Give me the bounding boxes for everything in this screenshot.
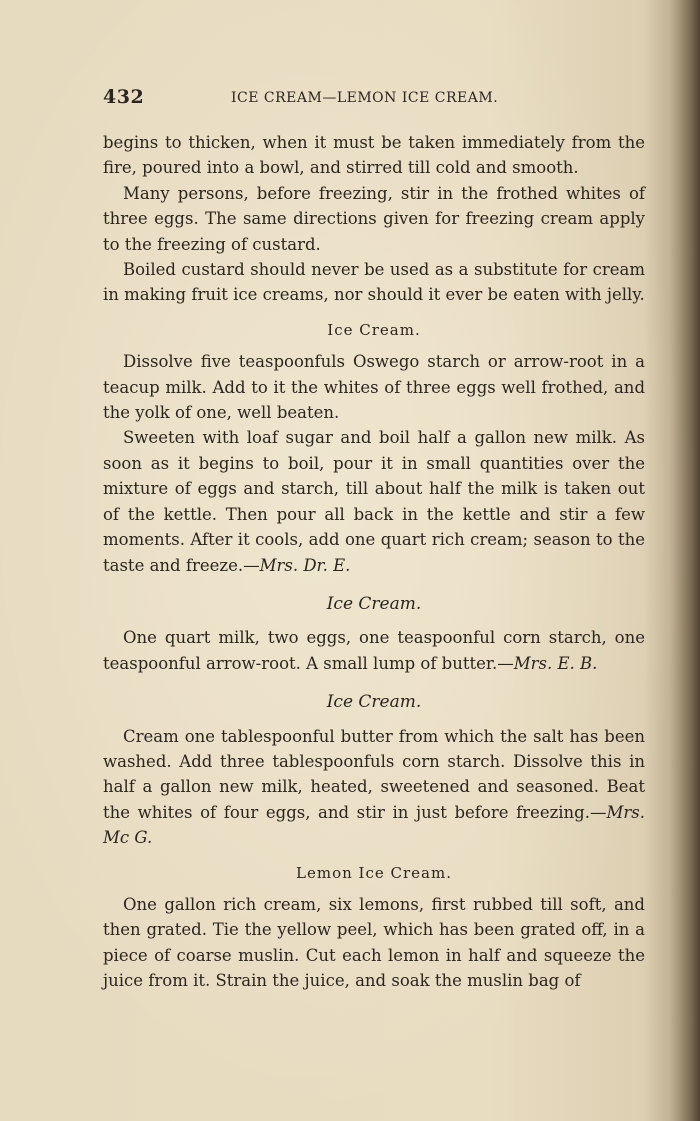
paragraph-sweeten-text: Sweeten with loaf sugar and boil half a gallon new milk. As soon as it begins to boil, pour it in small quantities over the mixture of eggs and starch, till about half the milk is taken out of the kettle. Then pour all back in the kettle and stir a few moments. After it cools, add one quart rich cream; season to the taste and freeze.—: [103, 428, 645, 575]
paragraph-dissolve-starch: Dissolve five teaspoonfuls Oswego starch or arrow-root in a teacup milk. Add to it the whites of three eggs well frothed, and the yolk of one, well beaten.: [103, 352, 645, 423]
paragraph-continued: begins to thicken, when it must be taken immediately from the fire, poured into a bowl, and stirred till cold and smooth.: [103, 133, 645, 178]
page-body: [103, 130, 645, 994]
paragraph-sweeten: [103, 425, 645, 577]
paragraph-quart-milk: [103, 625, 645, 676]
paragraph-boiled-custard: Boiled custard should never be used as a substitute for cream in making fruit ice creams, nor should it ever be eaten with jelly.: [103, 260, 645, 305]
recipe-heading-lemon-ice-cream: Lemon Ice Cream.: [296, 863, 452, 882]
recipe-heading-ice-cream-1: Ice Cream.: [327, 320, 421, 339]
page-number: 432: [103, 86, 145, 108]
running-title: ICE CREAM—LEMON ICE CREAM.: [231, 90, 499, 106]
recipe-heading-ice-cream-3: Ice Cream.: [326, 692, 422, 713]
paragraph-cream-butter-text: Cream one tablespoonful butter from which the salt has been washed. Add three tablespoonfuls corn starch. Dissolve this in half a gallon new milk, heated, sweetened and seasoned. Beat the whites of four eggs, and stir in just before freezing.—: [103, 726, 645, 822]
paragraph-lemon-gallon: One gallon rich cream, six lemons, first rubbed till soft, and then grated. Tie the yellow peel, which has been grated off, in a piece of coarse muslin. Cut each lemon in half and squeeze the juice from it. Strain the juice, and soak the muslin bag of: [103, 894, 645, 991]
paragraph-frothed-whites: Many persons, before freezing, stir in the frothed whites of three eggs. The same directions given for freezing cream apply to the freezing of custard.: [103, 183, 645, 254]
attribution-mrs-dr-e: Mrs. Dr. E.: [259, 555, 351, 575]
attribution-mrs-e-b: Mrs. E. B.: [513, 653, 598, 673]
spine-shadow: [670, 0, 700, 1121]
paragraph-quart-milk-text: One quart milk, two eggs, one teaspoonful corn starch, one teaspoonful arrow-root. A small lump of butter.—: [103, 628, 645, 673]
recipe-heading-ice-cream-2: Ice Cream.: [326, 593, 422, 614]
paragraph-cream-butter: [103, 724, 645, 851]
page-header: [103, 86, 648, 112]
attribution-mrs-mc-g: Mrs. Mc G.: [103, 802, 645, 848]
